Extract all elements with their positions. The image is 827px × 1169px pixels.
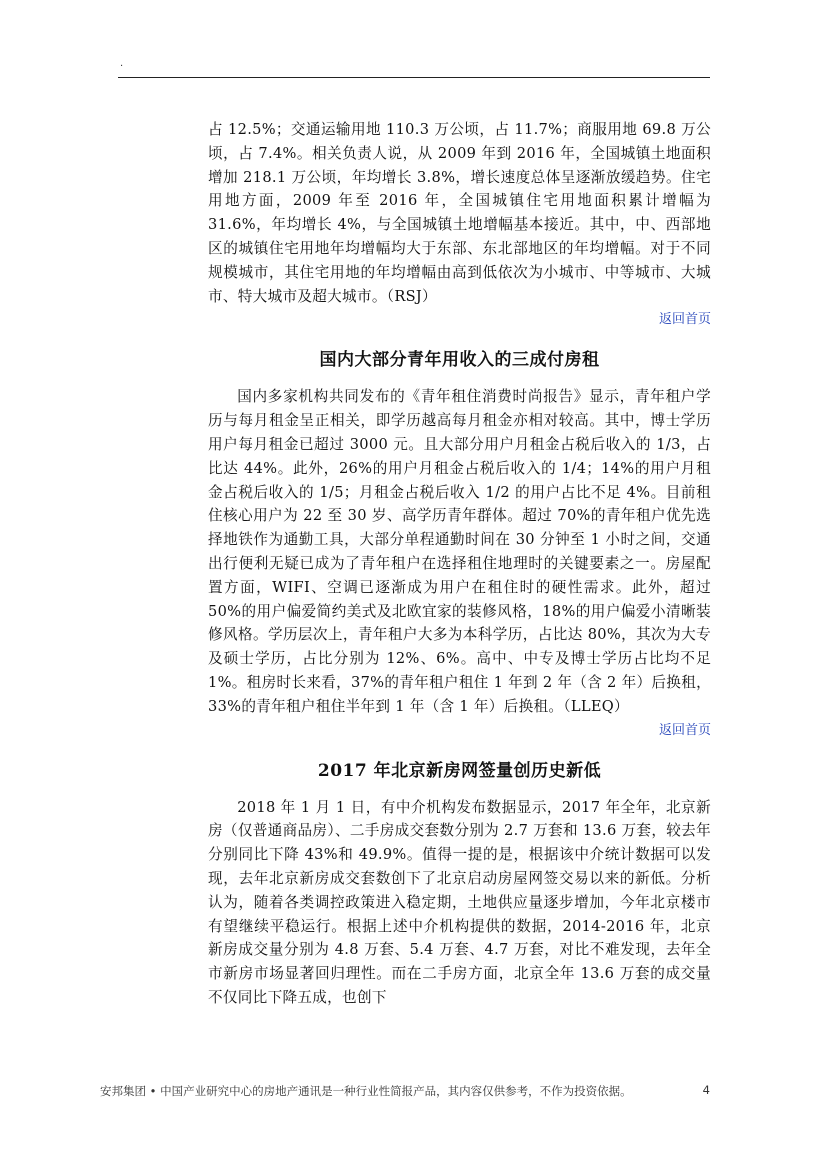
article-paragraph-beijing-sales: 2018 年 1 月 1 日，有中介机构发布数据显示，2017 年全年，北京新房（仅普通商品房）、二手房成交套数分别为 2.7 万套和 13.6 万套，较去年分别同比下降 43%和 49.9%。值得一提的是，根据该中介统计数据可以发现，去年北京新房成交套数创下了北京启动房屋网签交易以来的新低。分析认为，随着各类调控政策进入稳定期，土地供应量逐步增加，今年北京楼市有望继续平稳运行。根据上述中介机构提供的数据，2014-2016 年，北京新房成交量分别为 4.8 万套、5.4 万套、4.7 万套，对比不难发现，去年全市新房市场显著回归理性。而在二手房方面，北京全年 13.6 万套的成交量不仅同比下降五成，也创下: [208, 798, 711, 1006]
back-to-home-link[interactable]: 返回首页: [658, 312, 711, 328]
article-title-beijing-sales: 2017 年北京新房网签量创历史新低: [317, 760, 602, 781]
article-paragraph-youth-rent: 国内多家机构共同发布的《青年租住消费时尚报告》显示，青年租户学历与每月租金呈正相关，即学历越高每月租金亦相对较高。其中，博士学历用户每月租金已超过 3000 元。且大部分用户月租金占税后收入的 1/3，占比达 44%。此外，26%的用户月租金占税后收入的 1/4；14%的用户月租金占税后收入的 1/5；月租金占税后收入 1/2 的用户占比不足 4%。目前租住核心用户为 22 至 30 岁、高学历青年群体。超过 70%的青年租户优先选择地铁作为通勤工具，大部分单程通勤时间在 30 分钟至 1 小时之间，交通出行便利无疑已成为了青年租户在选择租住地理时的关键要素之一。房屋配置方面，WIFI、空调已逐渐成为用户在租住时的硬性需求。此外，超过 50%的用户偏爱简约美式及北欧宜家的装修风格，18%的用户偏爱小清晰装修风格。学历层次上，青年租户大多为本科学历，占比达 80%，其次为大专及硕士学历，占比分别为 12%、6%。高中、中专及博士学历占比均不足 1%。租房时长来看，37%的青年租户租住 1 年到 2 年（含 2 年）后换租，33%的青年租户租住半年到 1 年（含 1 年）后换租。（LLEQ）: [208, 388, 711, 715]
page-number: 4: [702, 1083, 710, 1097]
article-title-youth-rent: 国内大部分青年用收入的三成付房租: [319, 350, 600, 371]
header-rule: [118, 77, 710, 78]
header-mark: .: [120, 58, 124, 69]
article-paragraph-land-use: 占 12.5%；交通运输用地 110.3 万公顷，占 11.7%；商服用地 69.8 万公顷，占 7.4%。相关负责人说，从 2009 年到 2016 年，全国城镇土地面积增加 218.1 万公顷，年均增长 3.8%，增长速度总体呈逐渐放缓趋势。住宅用地方面，2009 年至 2016 年，全国城镇住宅用地面积累计增幅为 31.6%，年均增长 4%，与全国城镇土地增幅基本接近。其中，中、西部地区的城镇住宅用地年均增幅均大于东部、东北部地区的年均增幅。对于不同规模城市，其住宅用地的年均增幅由高到低依次为小城市、中等城市、大城市、特大城市及超大城市。（RSJ）: [208, 121, 711, 305]
footer-disclaimer: 安邦集团 • 中国产业研究中心的房地产通讯是一种行业性简报产品，其内容仅供参考，不作为投资依据。: [100, 1084, 632, 1098]
document-body: [208, 118, 711, 1010]
back-to-home-link[interactable]: 返回首页: [658, 722, 711, 738]
page-footer: [100, 1083, 710, 1099]
